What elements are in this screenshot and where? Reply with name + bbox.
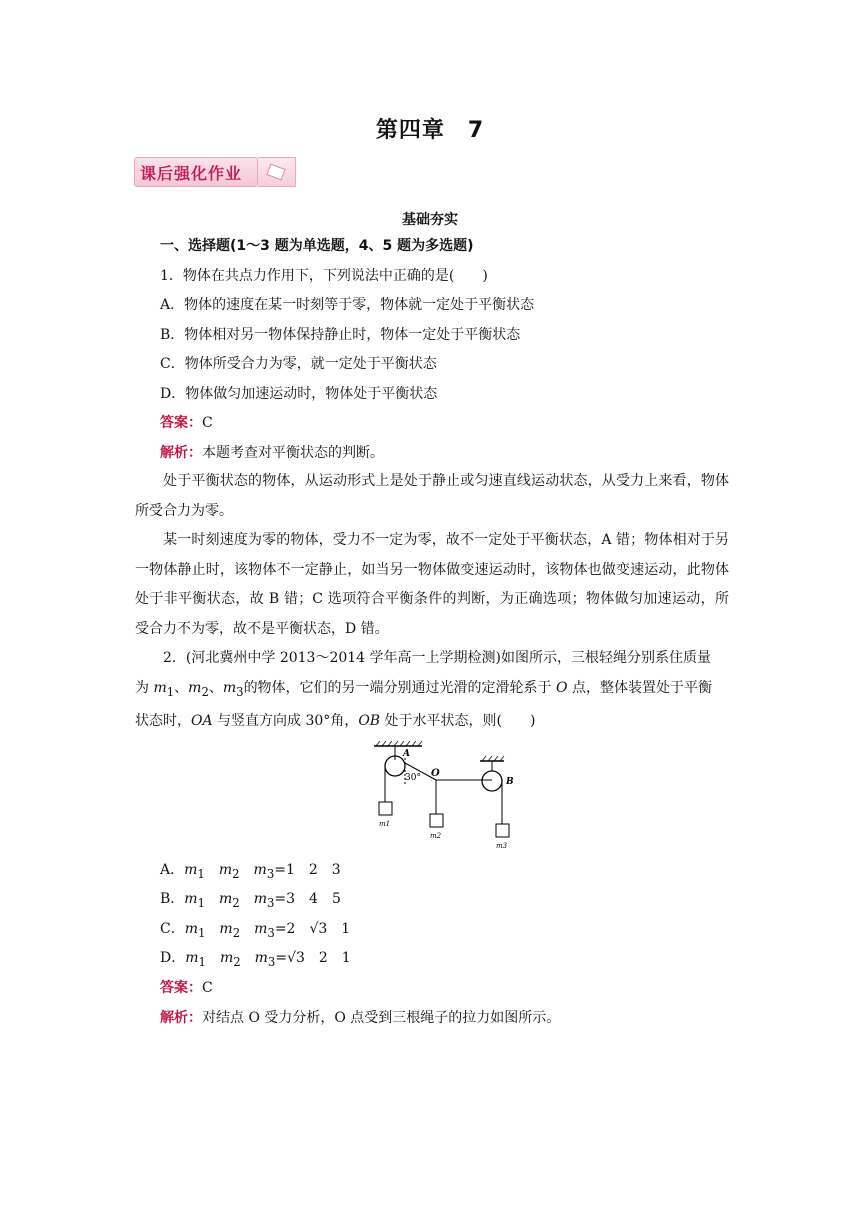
section-heading: 基础夯实 <box>402 212 458 228</box>
q2-option-c: C．$m_1$ $m_2$ $m_3=2$ √3 1 <box>160 921 351 940</box>
q2-option-a: A．$m_1$ $m_2$ $m_3=1$ 2 3 <box>160 862 341 881</box>
pulley-diagram <box>368 738 528 850</box>
label-A: A <box>403 749 410 759</box>
label-B: B <box>506 777 514 787</box>
label-O: O <box>431 768 440 779</box>
q2-analysis <box>160 1008 560 1028</box>
q1-answer <box>160 413 213 433</box>
q1-analysis-paragraph-2: 某一时刻速度为零的物体，受力不一定为零，故不一定处于平衡状态，A 错；物体相对于另一物体静止时，该物体不一定静止，如当另一物体做变速运动时，该物体也做变速运动，此物体处于非平衡状态，故 B 错；C 选项符合平衡条件的判断，为正确选项；物体做匀加速运动，所受合力不为零，故不是平衡状态，D 错。 <box>135 532 729 637</box>
question-group-heading: 一、选择题(1～3 题为单选题，4、5 题为多选题) <box>160 238 474 254</box>
q1-option-b: B．物体相对另一物体保持静止时，物体一定处于平衡状态 <box>160 327 521 343</box>
answer-value: C <box>202 980 213 996</box>
q1-option-d: D．物体做匀加速运动时，物体处于平衡状态 <box>160 386 438 402</box>
q1-analysis <box>160 443 384 463</box>
answer-label: 答案： <box>160 415 202 431</box>
banner-label: 课后强化作业 <box>140 164 243 183</box>
q1-analysis-paragraph-1: 处于平衡状态的物体，从运动形式上是处于静止或匀速直线运动状态，从受力上来看，物体所受合力为零。 <box>135 473 729 519</box>
q2-option-d: D．$m_1$ $m_2$ $m_3=√3$ 2 1 <box>160 950 351 969</box>
q1-option-a: A．物体的速度在某一时刻等于零，物体就一定处于平衡状态 <box>160 297 535 313</box>
label-m3: m3 <box>496 842 508 850</box>
homework-banner <box>134 157 296 187</box>
analysis-label: 解析： <box>160 445 202 461</box>
label-angle: 30° <box>405 773 421 783</box>
page-title: 第四章 7 <box>375 118 485 143</box>
analysis-text: 对结点 O 受力分析，O 点受到三根绳子的拉力如图所示。 <box>202 1010 561 1026</box>
answer-label: 答案： <box>160 980 202 996</box>
q2-option-b: B．$m_1$ $m_2$ $m_3=3$ 4 5 <box>160 891 341 910</box>
banner-decoration-icon <box>258 157 296 187</box>
q2-answer <box>160 978 213 998</box>
q1-option-c: C．物体所受合力为零，就一定处于平衡状态 <box>160 356 437 372</box>
analysis-intro: 本题考查对平衡状态的判断。 <box>202 445 384 461</box>
answer-value: C <box>202 415 213 431</box>
q2-stem: 2．(河北冀州中学 2013～2014 学年高一上学期检测)如图所示，三根轻绳分别系住质量 为 $m_1$、$m_2$、$m_3$的物体，它们的另一端分别通过光滑的定滑轮系于 O 点，整体装置处于平衡 状态时，OA 与竖直方向成 30°角，OB 处于水平状态，则( ) <box>135 650 712 729</box>
analysis-label: 解析： <box>160 1010 202 1026</box>
q1-stem: 1．物体在共点力作用下，下列说法中正确的是( ) <box>160 268 488 284</box>
label-m1: m1 <box>379 820 391 828</box>
label-m2: m2 <box>430 832 442 840</box>
